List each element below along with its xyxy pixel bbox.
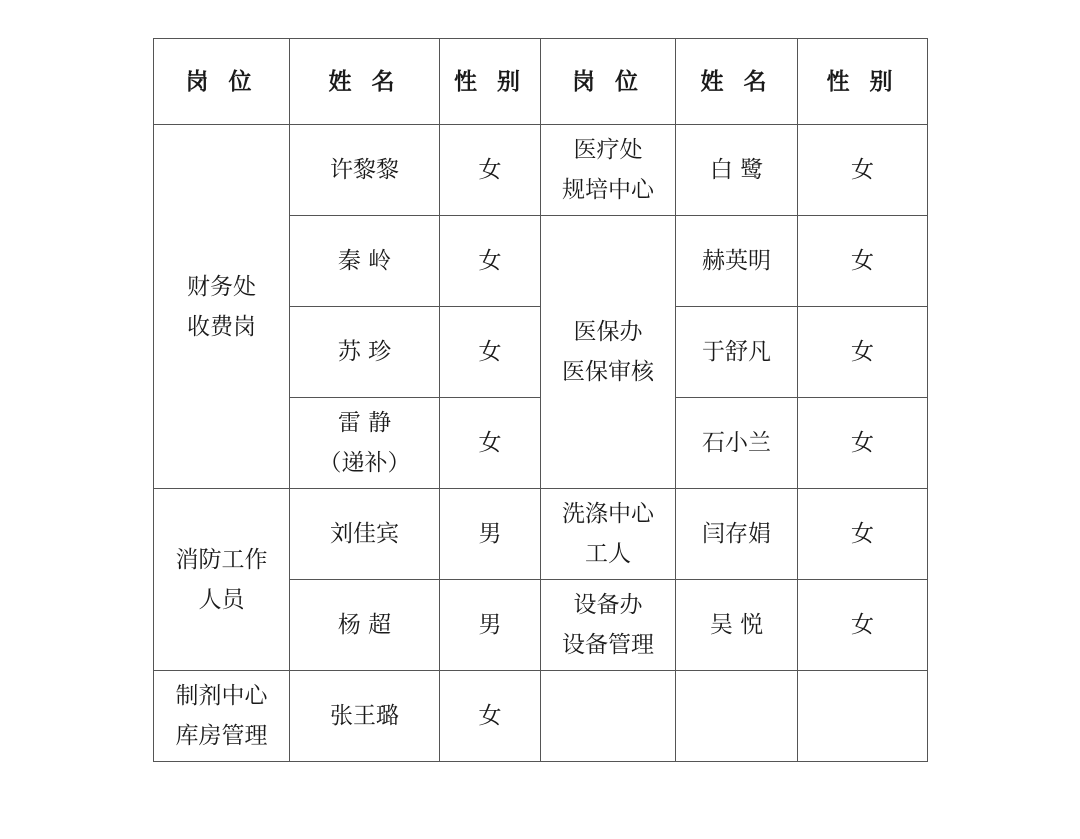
post-cell-2: 设备办 设备管理: [541, 580, 676, 671]
header-gender: 性 别: [440, 39, 541, 125]
name-cell-2: 白 鹭: [676, 125, 798, 216]
gender-cell: 女: [440, 671, 541, 762]
post-cell-2: 洗涤中心 工人: [541, 489, 676, 580]
empty-cell: [676, 671, 798, 762]
name-cell-2: 赫英明: [676, 216, 798, 307]
post-cell-2: 医保办 医保审核: [541, 216, 676, 489]
gender-cell: 女: [440, 125, 541, 216]
table-row: [154, 671, 928, 762]
header-gender-2: 性 别: [798, 39, 928, 125]
name-cell: 苏 珍: [290, 307, 440, 398]
gender-cell-2: 女: [798, 307, 928, 398]
name-cell: 许黎黎: [290, 125, 440, 216]
gender-cell-2: 女: [798, 216, 928, 307]
empty-cell: [541, 671, 676, 762]
gender-cell: 女: [440, 307, 541, 398]
staff-roster-table: [153, 38, 928, 762]
name-cell: 雷 静 （递补）: [290, 398, 440, 489]
name-cell-2: 吴 悦: [676, 580, 798, 671]
gender-cell-2: 女: [798, 489, 928, 580]
gender-cell: 女: [440, 398, 541, 489]
name-cell-2: 石小兰: [676, 398, 798, 489]
header-row: [154, 39, 928, 125]
gender-cell: 男: [440, 489, 541, 580]
post-cell-2: 医疗处 规培中心: [541, 125, 676, 216]
header-post: 岗 位: [154, 39, 290, 125]
header-name: 姓 名: [290, 39, 440, 125]
gender-cell-2: 女: [798, 580, 928, 671]
gender-cell-2: 女: [798, 398, 928, 489]
name-cell: 杨 超: [290, 580, 440, 671]
empty-cell: [798, 671, 928, 762]
gender-cell: 女: [440, 216, 541, 307]
name-cell: 刘佳宾: [290, 489, 440, 580]
header-post-2: 岗 位: [541, 39, 676, 125]
header-name-2: 姓 名: [676, 39, 798, 125]
name-cell-2: 于舒凡: [676, 307, 798, 398]
gender-cell: 男: [440, 580, 541, 671]
post-cell: 消防工作 人员: [154, 489, 290, 671]
name-cell: 张王璐: [290, 671, 440, 762]
table-row: [154, 489, 928, 580]
name-cell: 秦 岭: [290, 216, 440, 307]
post-cell: 财务处 收费岗: [154, 125, 290, 489]
name-cell-2: 闫存娟: [676, 489, 798, 580]
gender-cell-2: 女: [798, 125, 928, 216]
table-row: [154, 125, 928, 216]
post-cell: 制剂中心 库房管理: [154, 671, 290, 762]
